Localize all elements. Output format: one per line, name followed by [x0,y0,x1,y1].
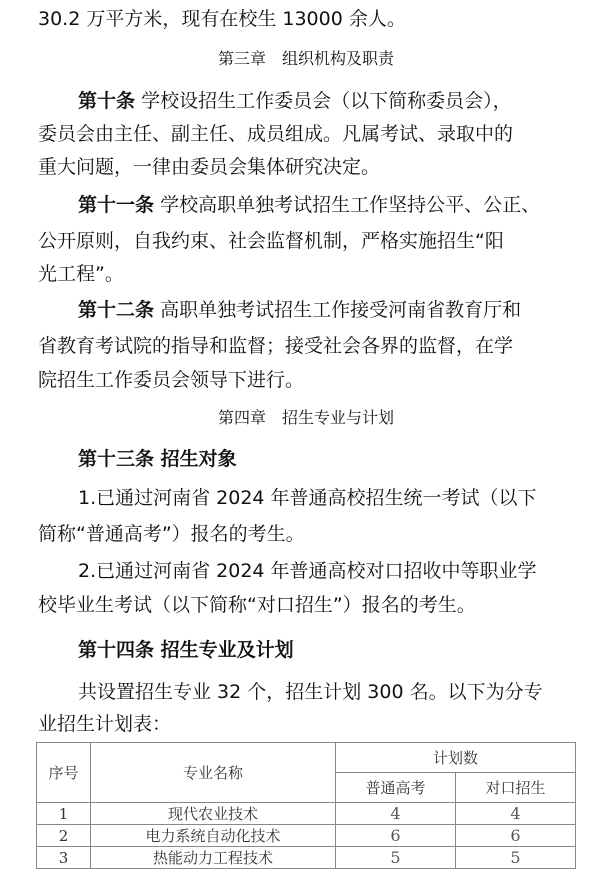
row-major: 热能动力工程技术 [91,847,336,869]
article-12-label: 第十二条 [78,299,155,321]
article-14-line-2: 业招生计划表： [38,713,172,735]
article-11-label: 第十一条 [78,194,155,216]
article-10-line-2: 委员会由主任、副主任、成员组成。凡属考试、录取中的 [38,123,514,145]
article-10-line-1 [78,88,512,114]
article-11-line-3: 光工程”。 [38,263,124,285]
header-major-name: 专业名称 [91,743,336,803]
row-duikou-count: 5 [456,847,576,869]
row-duikou-count: 6 [456,825,576,847]
table-row [37,803,576,825]
header-plan-count: 计划数 [336,743,576,773]
row-serial: 3 [37,847,91,869]
article-13-item-1-line-1: 1.已通过河南省 2024 年普通高校招生统一考试（以下 [78,487,537,509]
article-13-heading: 第十三条 招生对象 [78,448,237,470]
article-12-line-2: 省教育考试院的指导和监督；接受社会各界的监督，在学 [38,335,514,357]
row-serial: 2 [37,825,91,847]
article-10-text-1: 学校设招生工作委员会（以下简称委员会）， [141,90,512,112]
article-10-line-3: 重大问题，一律由委员会集体研究决定。 [38,156,381,178]
article-14-heading: 第十四条 招生专业及计划 [78,639,294,661]
article-14-line-1: 共设置招生专业 32 个，招生计划 300 名。以下为分专 [78,681,543,703]
row-duikou-count: 4 [456,803,576,825]
row-major: 电力系统自动化技术 [91,825,336,847]
article-13-item-1-line-2: 简称“普通高考”）报名的考生。 [38,523,305,545]
row-major: 现代农业技术 [91,803,336,825]
chapter-4-heading: 第四章 招生专业与计划 [218,408,395,427]
article-13-item-2-line-2: 校毕业生考试（以下简称“对口招生”）报名的考生。 [38,594,476,616]
intro-line: 30.2 万平方米，现有在校生 13000 余人。 [38,8,406,30]
header-serial-no: 序号 [37,743,91,803]
article-12-line-3: 院招生工作委员会领导下进行。 [38,369,305,391]
table-row [37,847,576,869]
article-12-line-1 [78,297,521,323]
row-serial: 1 [37,803,91,825]
article-11-line-2: 公开原则，自我约束、社会监督机制，严格实施招生“阳 [38,230,504,252]
row-general-count: 4 [336,803,456,825]
table-row [37,825,576,847]
article-13-item-2-line-1: 2.已通过河南省 2024 年普通高校对口招收中等职业学 [78,560,537,582]
header-general-exam: 普通高考 [336,773,456,803]
article-12-text-1: 高职单独考试招生工作接受河南省教育厅和 [160,299,522,321]
enrollment-plan-table [36,742,576,869]
article-11-text-1: 学校高职单独考试招生工作坚持公平、公正、 [160,194,541,216]
chapter-3-heading: 第三章 组织机构及职责 [218,49,395,68]
article-11-line-1 [78,192,540,218]
header-duikou: 对口招生 [456,773,576,803]
article-10-label: 第十条 [78,90,136,112]
row-general-count: 6 [336,825,456,847]
row-general-count: 5 [336,847,456,869]
